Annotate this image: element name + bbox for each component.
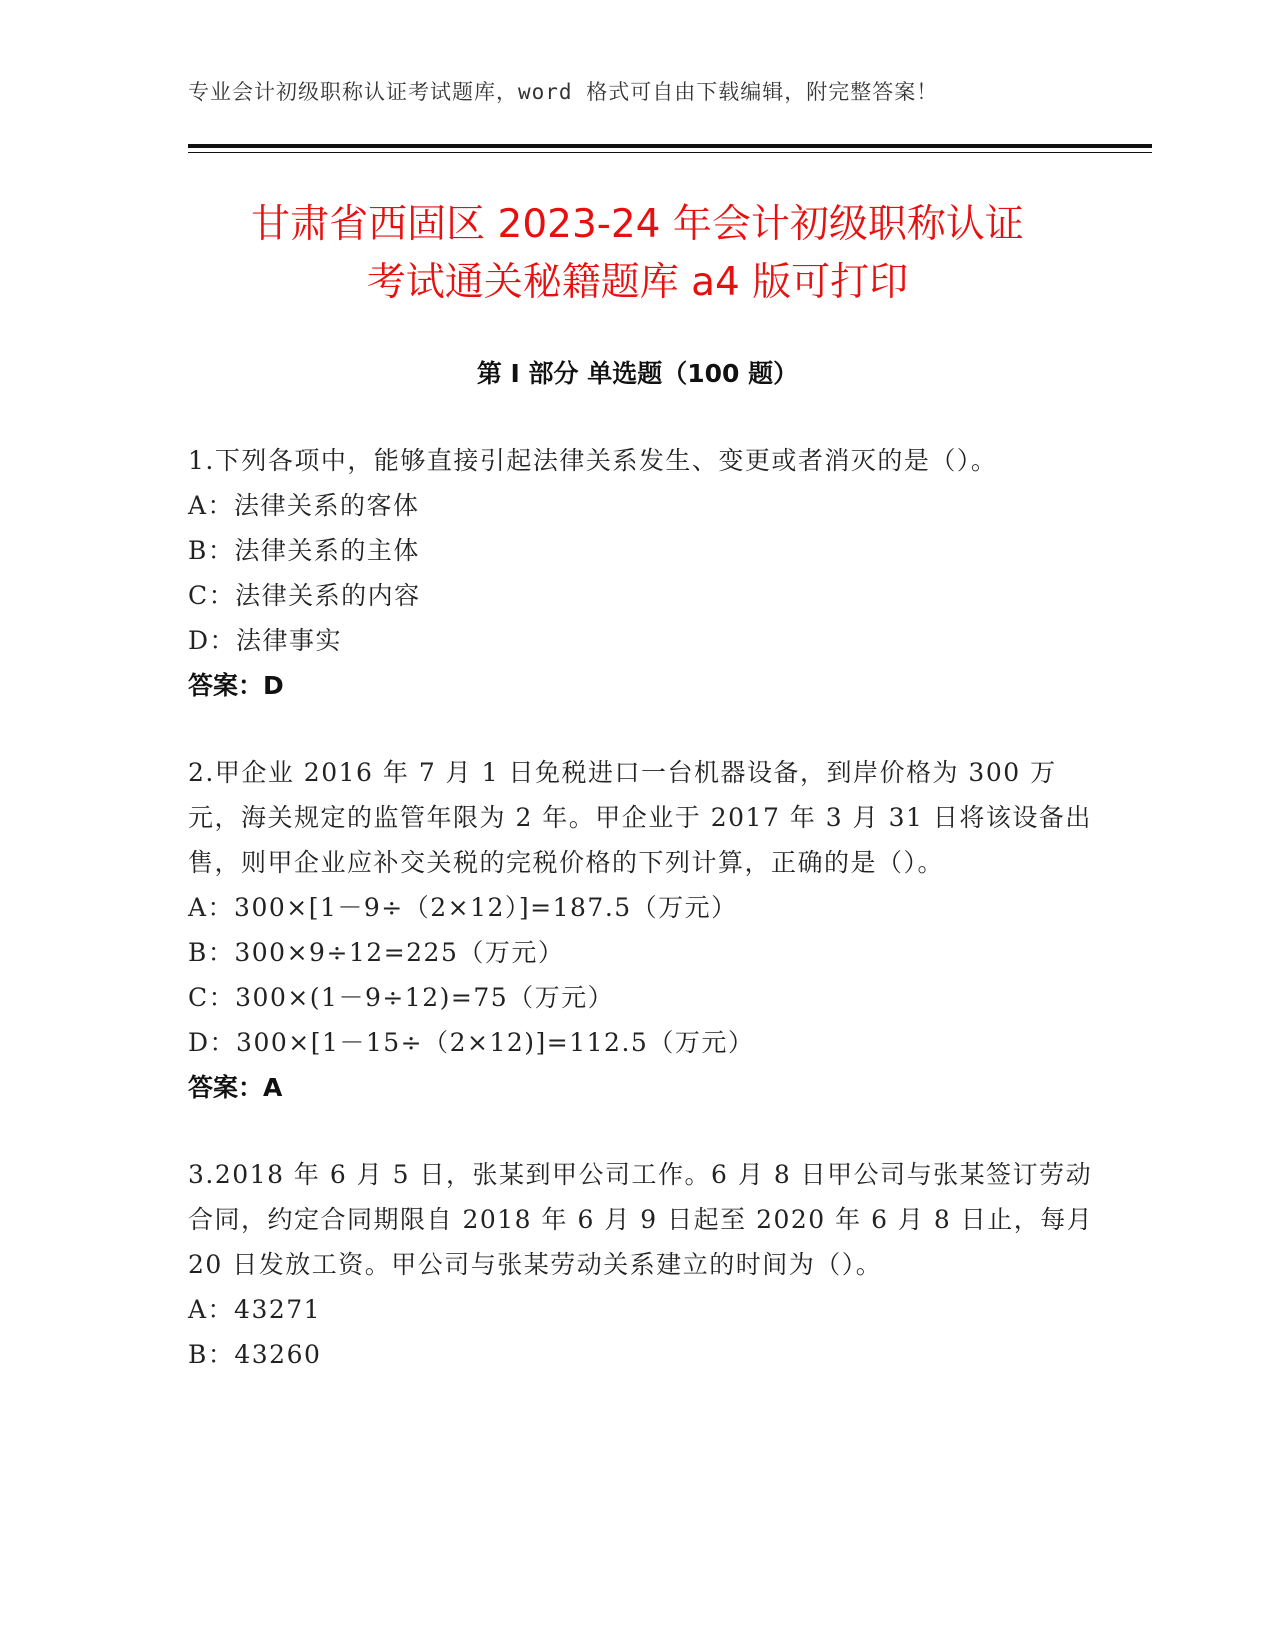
question-2 <box>188 750 1108 1110</box>
question-list <box>188 438 1108 1419</box>
answer-value: D <box>263 671 284 700</box>
option-d: D：法律事实 <box>188 626 343 655</box>
question-1 <box>188 438 1108 708</box>
header-rule-thin <box>188 152 1152 153</box>
answer-label: 答案： <box>188 1073 264 1102</box>
option-b: B：法律关系的主体 <box>188 536 420 565</box>
question-text: 2.甲企业 2016 年 7 月 1 日免税进口一台机器设备，到岸价格为 300 万元，海关规定的监管年限为 2 年。甲企业于 2017 年 3 月 31 日将该设备出售，则甲企业应补交关税的完税价格的下列计算，正确的是（）。 <box>188 758 1092 877</box>
question-3 <box>188 1152 1108 1377</box>
option-a: A：43271 <box>188 1295 322 1324</box>
document-title-line-2: 考试通关秘籍题库 a4 版可打印 <box>366 260 909 305</box>
option-b: B：43260 <box>188 1340 322 1369</box>
option-list <box>188 1287 1108 1377</box>
answer-line <box>188 1065 1108 1110</box>
answer-value: A <box>263 1073 283 1102</box>
answer-label: 答案： <box>188 671 264 700</box>
option-a: A：300×[1－9÷（2×12）]=187.5（万元） <box>188 893 738 922</box>
option-b: B：300×9÷12=225（万元） <box>188 938 565 967</box>
option-d: D：300×[1－15÷（2×12)]=112.5（万元） <box>188 1028 755 1057</box>
answer-line <box>188 663 1108 708</box>
option-c: C：300×(1－9÷12)=75（万元） <box>188 983 615 1012</box>
question-text: 3.2018 年 6 月 5 日，张某到甲公司工作。6 月 8 日甲公司与张某签订劳动合同，约定合同期限自 2018 年 6 月 9 日起至 2020 年 6 月 8 日止，每月 20 日发放工资。甲公司与张某劳动关系建立的时间为（）。 <box>188 1160 1094 1279</box>
document-title-line-1: 甘肃省西固区 2023-24 年会计初级职称认证 <box>251 202 1024 247</box>
section-title: 第 I 部分 单选题（100 题） <box>476 359 799 388</box>
option-a: A：法律关系的客体 <box>188 491 420 520</box>
option-list <box>188 483 1108 663</box>
header-note: 专业会计初级职称认证考试题库，word 格式可自由下载编辑，附完整答案！ <box>188 80 939 104</box>
question-text: 1.下列各项中，能够直接引起法律关系发生、变更或者消灭的是（）。 <box>188 446 998 475</box>
header-rule-thick <box>188 144 1152 148</box>
option-c: C：法律关系的内容 <box>188 581 421 610</box>
document-title <box>150 196 1125 312</box>
option-list <box>188 885 1108 1065</box>
